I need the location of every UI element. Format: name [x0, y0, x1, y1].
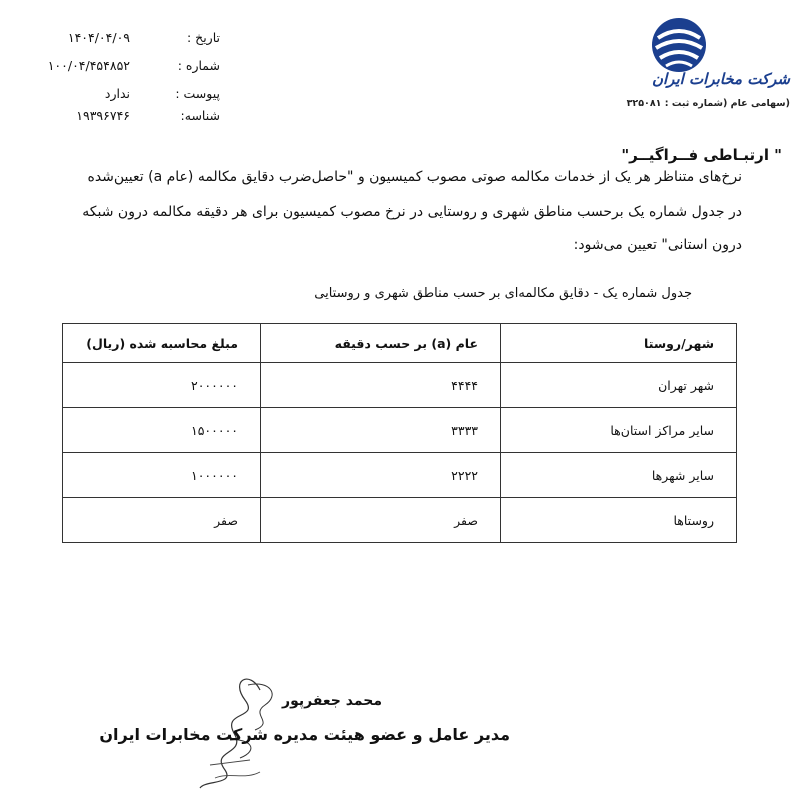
cell-area: شهر تهران — [501, 363, 737, 408]
rates-table — [62, 323, 737, 543]
cell-area: سایر مراکز استان‌ها — [501, 408, 737, 453]
header-area: شهر/روستا — [501, 324, 737, 363]
table-caption: جدول شماره یک - دقایق مکالمه‌ای بر حسب مناطق شهری و روستایی — [314, 286, 692, 301]
signer-title: مدیر عامل و عضو هیئت مدیره شرکت مخابرات ایران — [99, 725, 510, 744]
header-amount: مبلغ محاسبه شده (ریال) — [63, 324, 261, 363]
table-row — [63, 408, 737, 453]
id-row — [20, 108, 220, 130]
id-label: شناسه: — [180, 108, 220, 123]
cell-minutes: صفر — [261, 498, 501, 543]
paragraph-line-3: درون استانی" تعیین می‌شود: — [573, 237, 742, 253]
table-row — [63, 498, 737, 543]
cell-minutes: ۴۴۴۴ — [261, 363, 501, 408]
date-value: ۱۴۰۴/۰۴/۰۹ — [67, 30, 130, 45]
number-label: شماره : — [177, 58, 220, 73]
cell-area: سایر شهرها — [501, 453, 737, 498]
company-logo-icon — [648, 16, 710, 74]
cell-amount: ۲۰۰۰۰۰۰ — [63, 363, 261, 408]
paragraph-line-2: در جدول شماره یک برحسب مناطق شهری و روستایی در نرخ مصوب کمیسیون برای هر دقیقه مکالمه درون شبکه — [82, 204, 742, 220]
id-value: ۱۹۳۹۶۷۴۶ — [76, 108, 130, 123]
cell-amount: ۱۵۰۰۰۰۰ — [63, 408, 261, 453]
attachment-row — [20, 86, 220, 108]
cell-amount: صفر — [63, 498, 261, 543]
header-minutes: عام (a) بر حسب دقیقه — [261, 324, 501, 363]
paragraph-line-1: نرخ‌های متناظر هر یک از خدمات مکالمه صوتی مصوب کمیسیون و "حاصل‌ضرب دقایق مکالمه (عام a) تعیین‌شده — [87, 169, 742, 185]
cell-amount: ۱۰۰۰۰۰۰ — [63, 453, 261, 498]
table-header-row — [63, 324, 737, 363]
attachment-label: پیوست : — [175, 86, 220, 101]
table-row — [63, 453, 737, 498]
cell-minutes: ۲۲۲۲ — [261, 453, 501, 498]
number-row — [20, 58, 220, 80]
table-row — [63, 363, 737, 408]
company-registration: (سهامی عام (شماره ثبت : ۳۲۵۰۸۱ — [626, 98, 790, 109]
cell-minutes: ۳۳۳۳ — [261, 408, 501, 453]
date-label: تاریخ : — [186, 30, 220, 45]
date-row — [20, 30, 220, 52]
company-name: شرکت مخابرات ایران — [652, 70, 790, 88]
attachment-value: ندارد — [104, 86, 130, 101]
slogan-heading: " ارتبـاطی فــراگیــر" — [621, 146, 782, 164]
number-value: ۱۰۰/۰۴/۴۵۴۸۵۲ — [47, 58, 130, 73]
signer-name: محمد جعفرپور — [282, 693, 382, 709]
cell-area: روستاها — [501, 498, 737, 543]
